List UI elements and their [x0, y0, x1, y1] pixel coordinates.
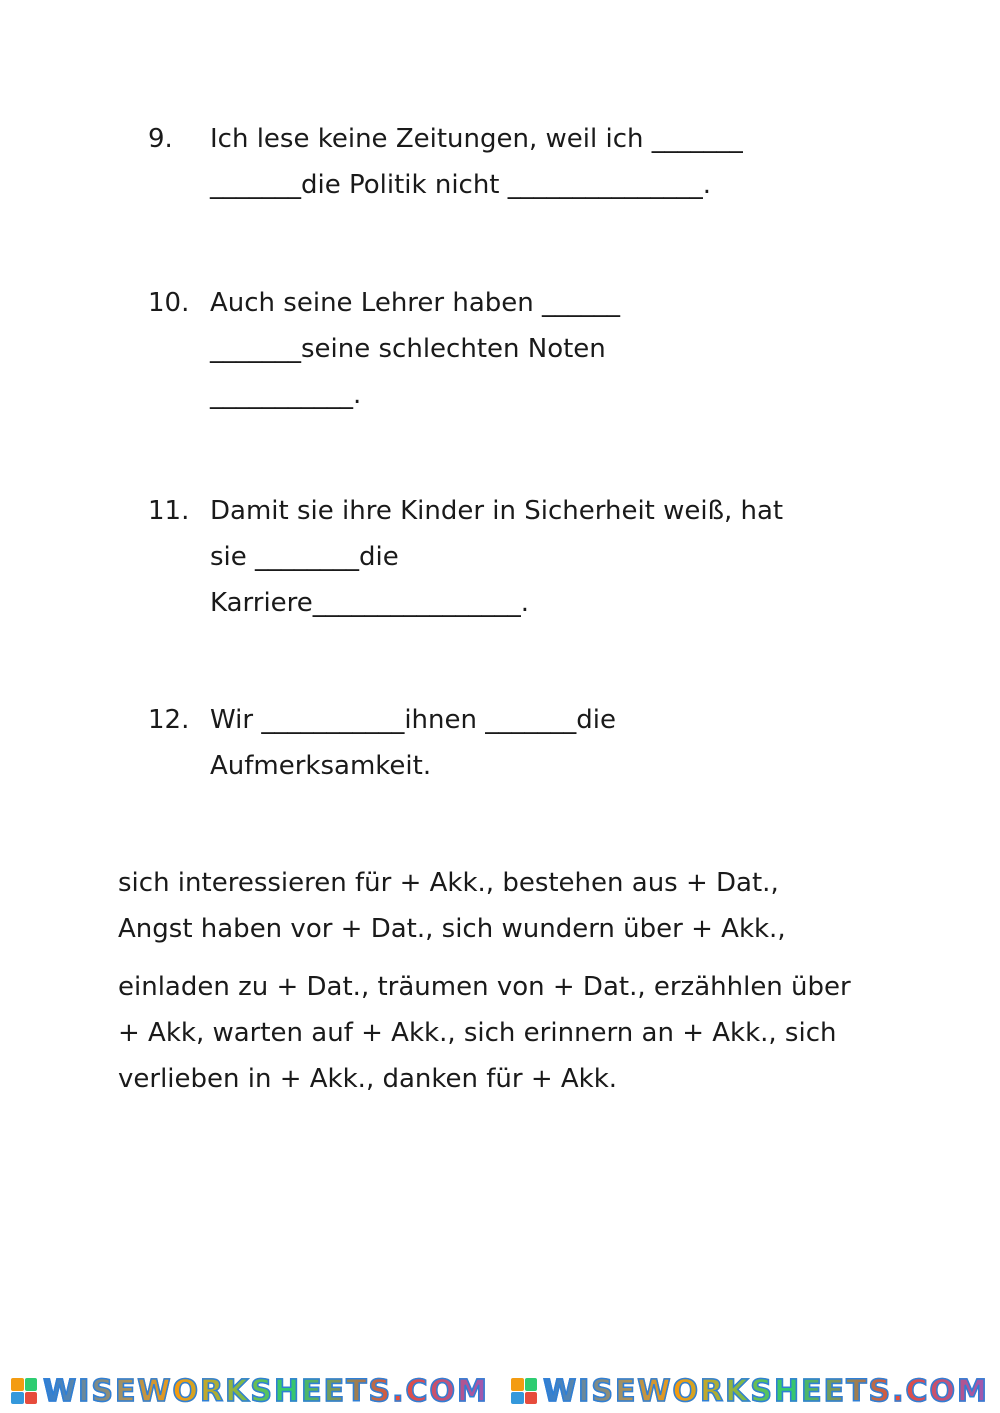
footer-watermark [0, 1369, 1000, 1413]
exercise-line: Karriere________________. [210, 588, 530, 618]
exercise-line: Ich lese keine Zeitungen, weil ich _______ [210, 124, 743, 154]
exercise-line: _______seine schlechten Noten [210, 334, 606, 364]
wise-logo-icon [11, 1378, 37, 1404]
exercise-number: 9. [148, 124, 173, 154]
exercise-number: 12. [148, 705, 190, 735]
exercise-line: sie ________die [210, 542, 399, 572]
brand-watermark [11, 1374, 489, 1409]
exercise-line: Wir ___________ihnen _______die [210, 705, 616, 735]
exercise-line: ___________. [210, 380, 362, 410]
exercise-number: 10. [148, 288, 190, 318]
brand-watermark [511, 1374, 989, 1409]
brand-text: WISEWORKSHEETS.COM [43, 1373, 489, 1409]
vocabulary-line: Angst haben vor + Dat., sich wundern über + Akk., [118, 914, 786, 944]
exercise-line: Damit sie ihre Kinder in Sicherheit weiß, hat [210, 496, 784, 526]
vocabulary-line: verlieben in + Akk., danken für + Akk. [118, 1064, 618, 1094]
exercise-line: Auch seine Lehrer haben ______ [210, 288, 621, 318]
vocabulary-line: sich interessieren für + Akk., bestehen aus + Dat., [118, 868, 779, 898]
exercise-number: 11. [148, 496, 190, 526]
exercise-line: _______die Politik nicht _______________. [210, 170, 712, 200]
vocabulary-line: einladen zu + Dat., träumen von + Dat., erzähhlen über [118, 972, 851, 1002]
exercise-line: Aufmerksamkeit. [210, 751, 432, 781]
vocabulary-line: + Akk, warten auf + Akk., sich erinnern an + Akk., sich [118, 1018, 837, 1048]
brand-text: WISEWORKSHEETS.COM [543, 1373, 989, 1409]
wise-logo-icon [511, 1378, 537, 1404]
